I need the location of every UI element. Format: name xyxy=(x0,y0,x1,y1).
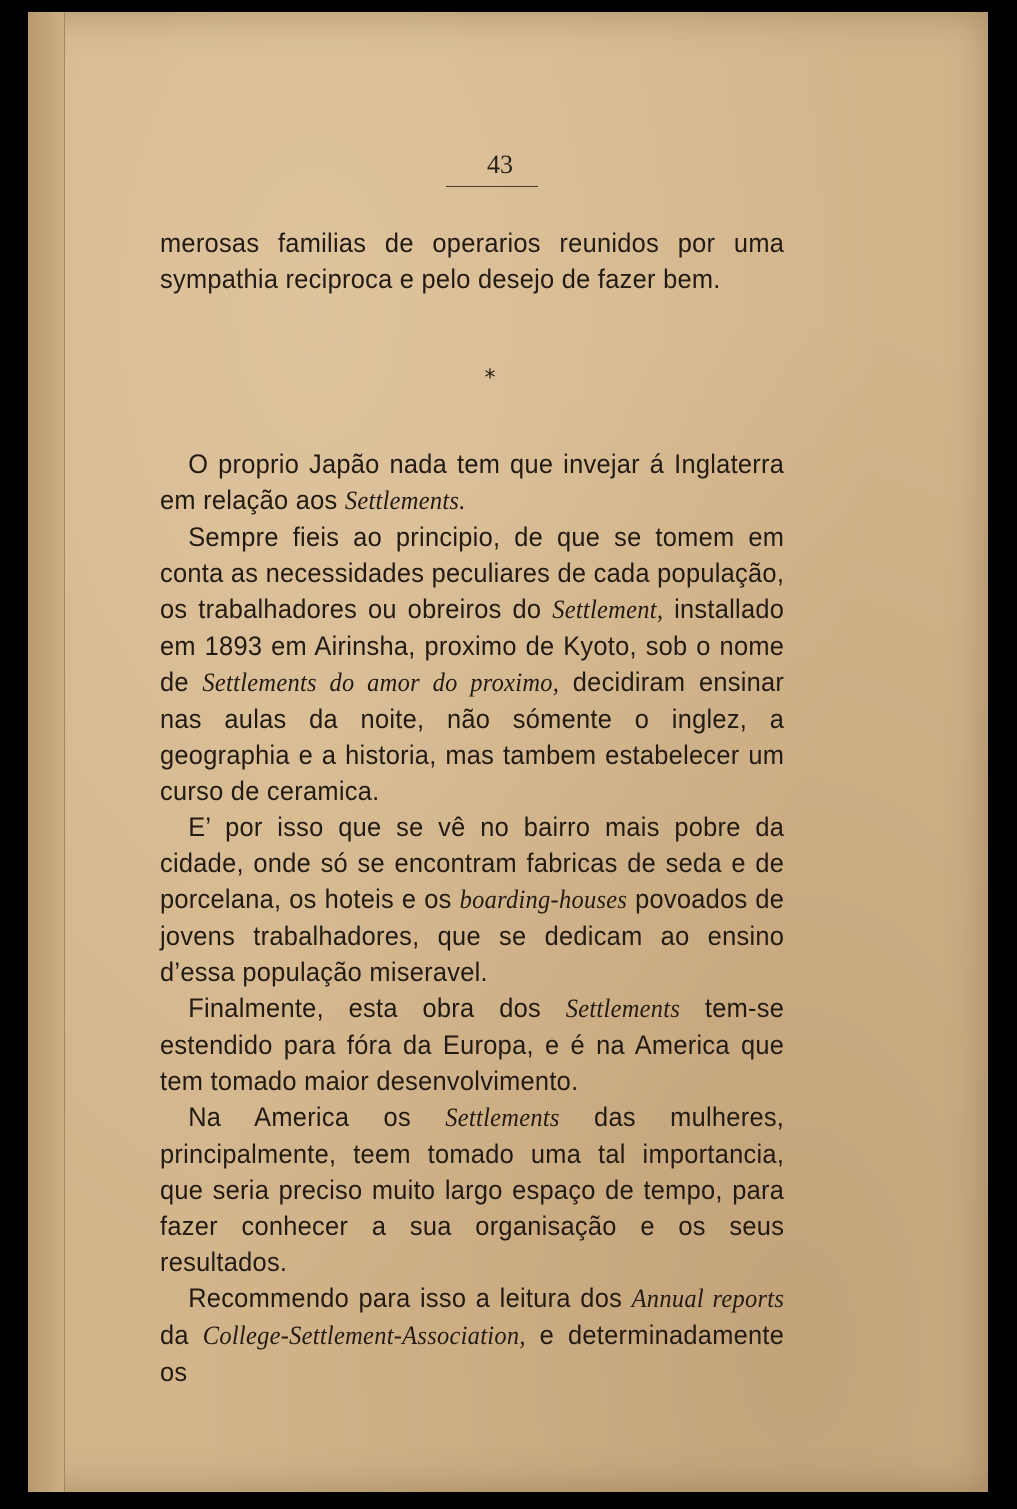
paragraph xyxy=(160,446,784,519)
text-run: O proprio Japão nada tem que invejar á Inglaterra em relação aos xyxy=(160,449,785,515)
paragraph xyxy=(160,990,784,1099)
italic-term: Settlements xyxy=(445,1103,560,1132)
text-run: da xyxy=(160,1320,203,1350)
text-run: povoados de jovens trabalhadores, que se dedicam ao ensino d’essa população miseravel. xyxy=(160,884,785,987)
text-run: decidiram ensinar nas aulas da noite, não sómente o inglez, a geographia e a historia, mas tambem estabelecer um curso de ceramica. xyxy=(160,667,785,806)
text-run: installado em 1893 em Airinsha, proximo de Kyoto, sob o nome de xyxy=(160,594,785,697)
header-rule xyxy=(446,186,538,187)
italic-term: Annual reports xyxy=(631,1284,785,1313)
text-run: merosas familias de operarios reunidos por uma sympathia reciproca e pelo desejo de fazer bem. xyxy=(160,228,785,294)
text-block-main xyxy=(160,446,784,1390)
text-run: das mulheres, principalmente, teem tomado uma tal importancia, que seria preciso muito largo espaço de tempo, para fazer conhecer a sua organisação e os seus resultados. xyxy=(160,1102,785,1277)
italic-term: boarding-houses xyxy=(459,885,628,914)
paragraph xyxy=(160,1280,784,1390)
italic-term: Settlements do amor do proximo, xyxy=(202,668,560,697)
paragraph xyxy=(160,1099,784,1280)
paragraph xyxy=(160,225,784,297)
text-run: Finalmente, esta obra dos xyxy=(188,993,566,1023)
italic-term: Settlement, xyxy=(552,595,664,624)
paragraph xyxy=(160,809,784,990)
text-run: E’ por isso que se vê no bairro mais pobre da cidade, onde só se encontram fabricas de seda e de porcelana, os hoteis e os xyxy=(160,812,785,914)
text-block-top xyxy=(160,225,784,297)
book-page xyxy=(28,12,988,1492)
text-run: Sempre fieis ao principio, de que se tomem em conta as necessidades peculiares de cada população, os trabalhadores ou obreiros do xyxy=(160,522,785,624)
italic-term: College-Settlement-Association, xyxy=(202,1321,526,1350)
page-gutter xyxy=(28,12,65,1492)
section-separator: * xyxy=(484,366,496,391)
page-number: 43 xyxy=(487,150,513,179)
italic-term: Settlements. xyxy=(344,486,466,515)
paragraph xyxy=(160,519,784,809)
italic-term: Settlements xyxy=(565,994,681,1023)
text-run: tem-se estendido para fóra da Europa, e é na America que tem tomado maior desenvolvimento. xyxy=(160,993,785,1096)
text-run: Recommendo para isso a leitura dos xyxy=(188,1283,632,1313)
text-run: Na America os xyxy=(188,1102,446,1132)
text-run: e determinadamente os xyxy=(160,1320,785,1387)
